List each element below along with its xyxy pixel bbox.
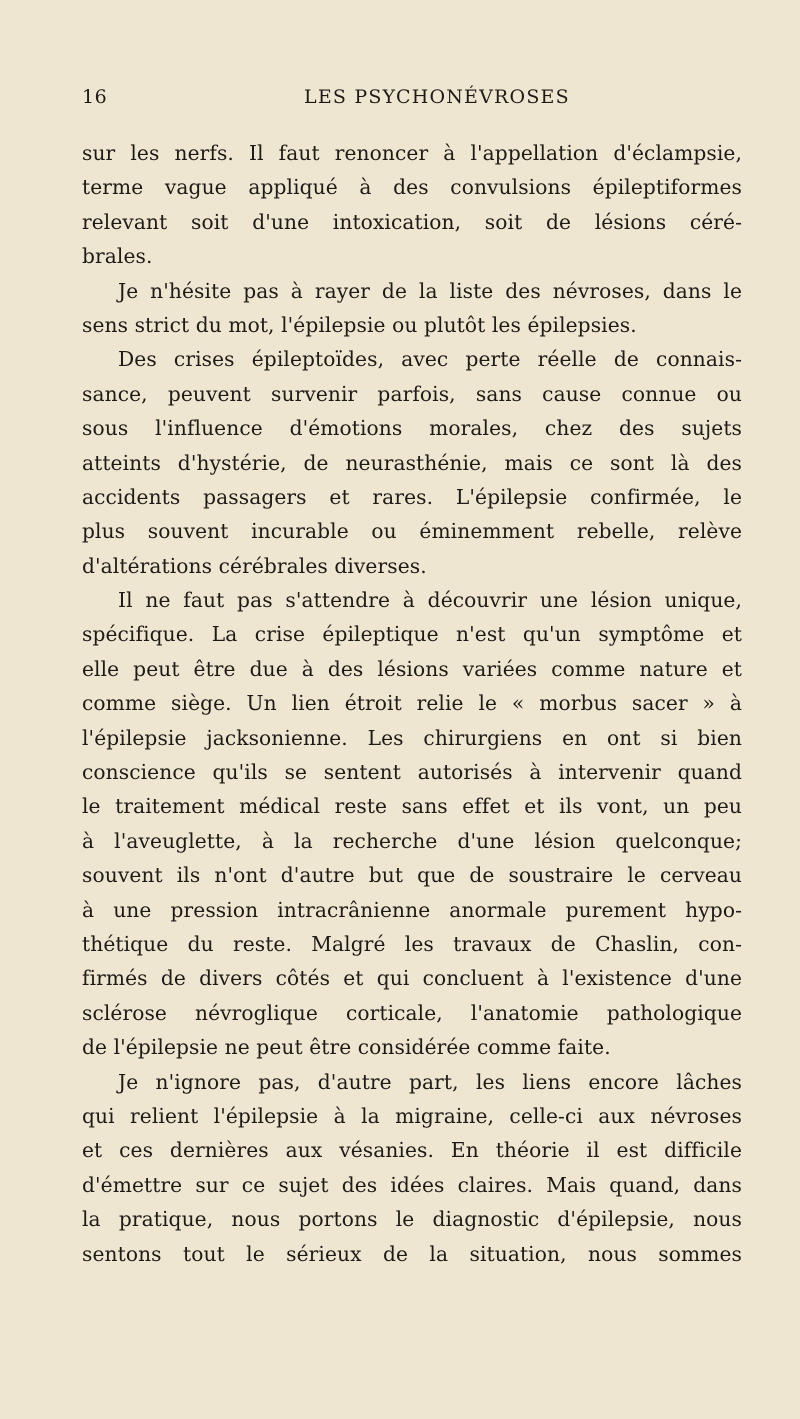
text-line: l'épilepsie jacksonienne. Les chirurgiens en ont si bien (82, 725, 742, 750)
text-line: comme siège. Un lien étroit relie le « morbus sacer » à (82, 691, 742, 716)
text-line: Des crises épileptoïdes, avec perte réelle de connais- (118, 347, 742, 372)
text-line: elle peut être due à des lésions variées comme nature et (82, 656, 742, 681)
text-line: sance, peuvent survenir parfois, sans cause connue ou (82, 381, 742, 406)
text-line: souvent ils n'ont d'autre but que de soustraire le cerveau (82, 863, 742, 888)
text-line: d'altérations cérébrales diverses. (82, 553, 427, 578)
text-line: la pratique, nous portons le diagnostic d'épilepsie, nous (82, 1207, 742, 1232)
running-head (0, 86, 800, 116)
text-line: terme vague appliqué à des convulsions épileptiformes (82, 175, 742, 200)
text-line: sentons tout le sérieux de la situation, nous sommes (82, 1241, 742, 1266)
text-line: relevant soit d'une intoxication, soit de lésions céré- (82, 209, 742, 234)
text-line: sclérose névroglique corticale, l'anatomie pathologique (82, 1000, 742, 1025)
text-line: sous l'influence d'émotions morales, chez des sujets (82, 416, 742, 441)
text-line: plus souvent incurable ou éminemment rebelle, relève (82, 519, 742, 544)
text-line: et ces dernières aux vésanies. En théorie il est difficile (82, 1138, 742, 1163)
text-line: spécifique. La crise épileptique n'est qu'un symptôme et (82, 622, 742, 647)
text-line: d'émettre sur ce sujet des idées claires. Mais quand, dans (82, 1172, 742, 1197)
text-line: à l'aveuglette, à la recherche d'une lésion quelconque; (82, 828, 742, 853)
text-line: qui relient l'épilepsie à la migraine, celle-ci aux névroses (82, 1103, 742, 1128)
text-line: Je n'hésite pas à rayer de la liste des névroses, dans le (118, 278, 742, 303)
text-line: Je n'ignore pas, d'autre part, les liens encore lâches (118, 1069, 742, 1094)
text-line: accidents passagers et rares. L'épilepsie confirmée, le (82, 484, 742, 509)
text-line: brales. (82, 244, 153, 269)
text-line: sens strict du mot, l'épilepsie ou plutôt les épilepsies. (82, 312, 637, 337)
text-line: de l'épilepsie ne peut être considérée comme faite. (82, 1035, 611, 1060)
text-line: Il ne faut pas s'attendre à découvrir une lésion unique, (118, 588, 742, 613)
text-line: le traitement médical reste sans effet et ils vont, un peu (82, 794, 742, 819)
text-line: conscience qu'ils se sentent autorisés à intervenir quand (82, 760, 742, 785)
running-title: LES PSYCHONÉVROSES (304, 86, 570, 108)
page-number: 16 (82, 86, 108, 108)
body-text (82, 136, 742, 1271)
text-line: à une pression intracrânienne anormale purement hypo- (82, 897, 742, 922)
text-line: thétique du reste. Malgré les travaux de Chaslin, con- (82, 931, 742, 956)
text-line: sur les nerfs. Il faut renoncer à l'appellation d'éclampsie, (82, 141, 742, 165)
text-line: firmés de divers côtés et qui concluent à l'existence d'une (82, 966, 742, 991)
text-line: atteints d'hystérie, de neurasthénie, mais ce sont là des (82, 450, 742, 475)
